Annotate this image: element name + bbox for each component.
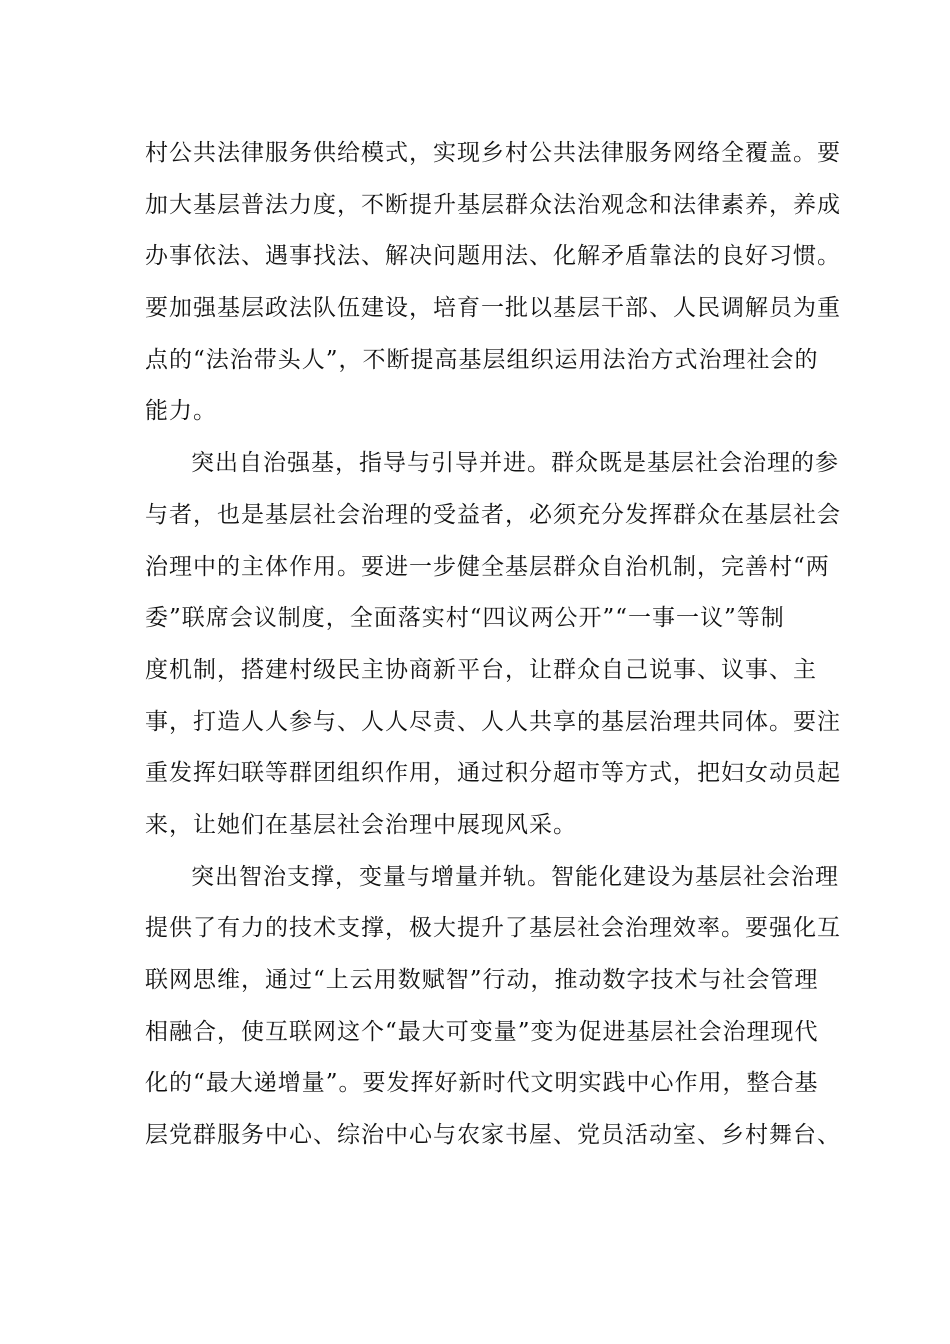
text-line: 提供了有力的技术支撑，极大提升了基层社会治理效率。要强化互 [145,915,841,942]
text-line: 点的“法治带头人”，不断提高基层组织运用法治方式治理社会的 [145,346,819,373]
text-line: 化的“最大递增量”。要发挥好新时代文明实践中心作用，整合基 [145,1070,819,1097]
text-line: 加大基层普法力度，不断提升基层群众法治观念和法律素养，养成 [145,191,841,218]
text-line: 与者，也是基层社会治理的受益者，必须充分发挥群众在基层社会 [145,501,841,528]
document-body [145,130,841,1164]
text-line: 能力。 [145,398,217,425]
text-line: 联网思维，通过“上云用数赋智”行动，推动数字技术与社会管理 [145,967,819,993]
text-line: 治理中的主体作用。要进一步健全基层群众自治机制，完善村“两 [145,553,830,580]
paragraph-first-line: 突出自治强基，指导与引导并进。群众既是基层社会治理的参 [191,450,839,477]
text-line: 要加强基层政法队伍建设，培育一批以基层干部、人民调解员为重 [145,295,841,322]
text-line: 相融合，使互联网这个“最大可变量”变为促进基层社会治理现代 [145,1018,819,1045]
text-line: 来，让她们在基层社会治理中展现风采。 [145,811,577,838]
paragraph-first-line: 突出智治支撑，变量与增量并轨。智能化建设为基层社会治理 [191,863,839,890]
text-line: 度机制，搭建村级民主协商新平台，让群众自己说事、议事、主 [145,656,817,683]
text-line: 委”联席会议制度，全面落实村“四议两公开”“一事一议”等制 [145,605,785,632]
text-line: 办事依法、遇事找法、解决问题用法、化解矛盾靠法的良好习惯。 [145,243,841,270]
text-line: 层党群服务中心、综治中心与农家书屋、党员活动室、乡村舞台、 [145,1122,841,1149]
text-line: 村公共法律服务供给模式，实现乡村公共法律服务网络全覆盖。要 [145,140,841,166]
text-line: 事，打造人人参与、人人尽责、人人共享的基层治理共同体。要注 [145,708,841,735]
text-line: 重发挥妇联等群团组织作用，通过积分超市等方式，把妇女动员起 [145,760,841,787]
